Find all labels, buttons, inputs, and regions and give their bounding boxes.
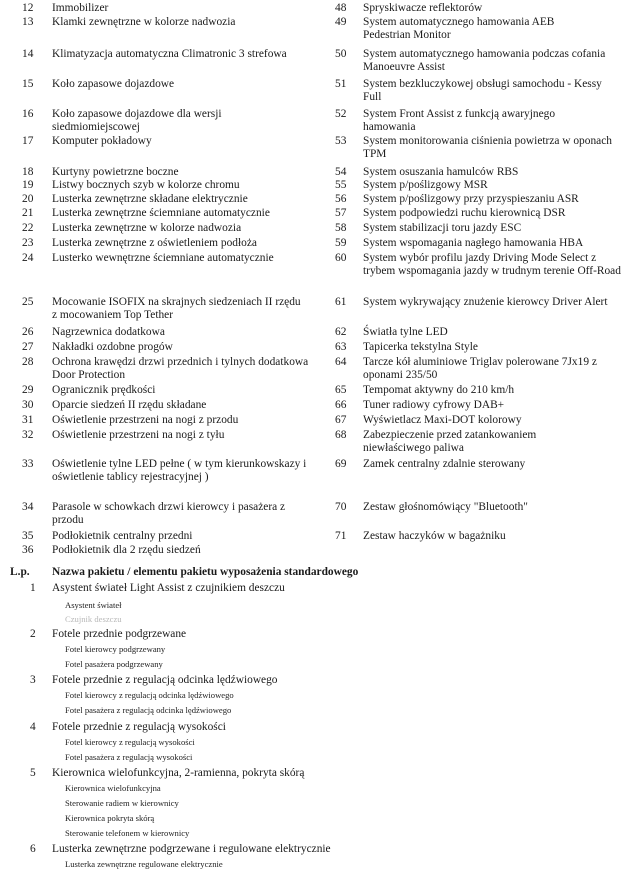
package-sub-item: Asystent świateł bbox=[65, 600, 122, 610]
package-sub-item: Fotel kierowcy z regulacją odcinka lędźwiowego bbox=[65, 690, 234, 700]
package-sub-item: Fotel pasażera z regulacją wysokości bbox=[65, 752, 193, 762]
package-sub-item: Fotel kierowcy z regulacją wysokości bbox=[65, 737, 195, 747]
package-sub-item: Sterowanie radiem w kierownicy bbox=[65, 798, 179, 808]
package-sub-item: Kierownica pokryta skórą bbox=[65, 813, 155, 823]
package-sub-item: Sterowanie telefonem w kierownicy bbox=[65, 828, 190, 838]
column-header-name: Nazwa pakietu / elementu pakietu wyposażenia standardowego bbox=[52, 566, 359, 578]
package-sub-item: Czujnik deszczu bbox=[65, 614, 122, 624]
package-sub-item: Fotel kierowcy podgrzewany bbox=[65, 644, 166, 654]
package-sub-item: Kierownica wielofunkcyjna bbox=[65, 783, 161, 793]
package-sub-item: Fotel pasażera podgrzewany bbox=[65, 659, 163, 669]
column-header-lp: L.p. bbox=[10, 566, 30, 578]
package-sub-item: Fotel pasażera z regulacją odcinka lędźwiowego bbox=[65, 705, 232, 715]
package-sub-item: Lusterka zewnętrzne regulowane elektrycznie bbox=[65, 859, 223, 869]
